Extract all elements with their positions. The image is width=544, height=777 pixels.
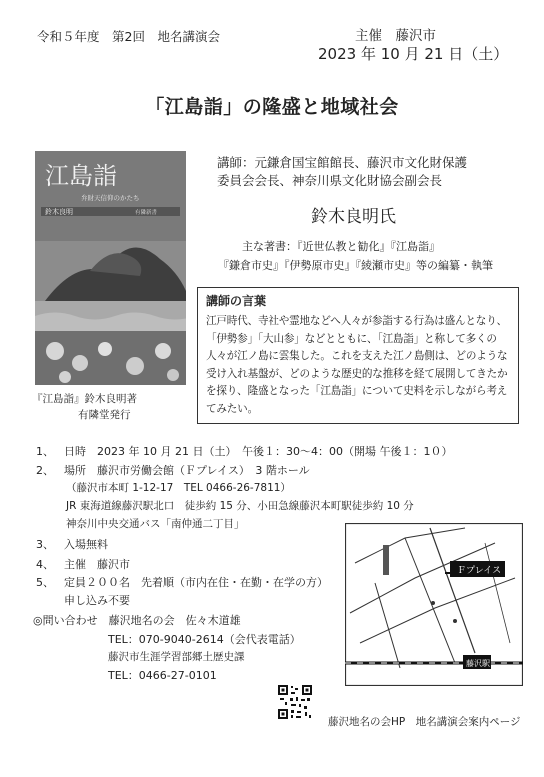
detail-organizer: 主催 藤沢市 [64, 558, 130, 571]
contact-tel-1: TEL：070-9040-2614（会代表電話） [108, 633, 301, 646]
speaker-title-line2: 委員会会長、神奈川県文化財協会副会長 [217, 173, 443, 188]
message-line: 受け入れ基盤が、どのような歴史的な推移を経て展開してきたか [206, 367, 508, 380]
contact-heading: ◎問い合わせ 藤沢地名の会 佐々木道雄 [33, 614, 241, 627]
detail-capacity: 定員２００名 先着順（市内在住・在勤・在学の方） [64, 576, 328, 589]
message-line: 江戸時代、寺社や霊地などへ人々が参詣する行為は盛んとなり、 [206, 315, 507, 327]
lecturer-message-heading: 講師の言葉 [206, 294, 267, 308]
page-title: 「江島詣」の隆盛と地域社会 [145, 96, 399, 118]
event-date-header: 2023 年 10 月 21 日（土） [318, 45, 509, 63]
speaker-works-line2: 『鎌倉市史』『伊勢原市史』『綾瀬市史』等の編纂・執筆 [218, 259, 493, 272]
cover-subtitle: 弁財天信仰のかたち [81, 194, 140, 202]
organizer-header: 主催 藤沢市 [355, 28, 436, 44]
cover-title: 江島詣 [45, 162, 117, 190]
detail-access-train: JR 東海道線藤沢駅北口 徒歩約 15 分、小田急線藤沢本町駅徒歩約 10 分 [66, 500, 414, 512]
detail-no-registration: 申し込み不要 [64, 594, 130, 607]
contact-tel-2: TEL：0466-27-0101 [108, 669, 217, 682]
detail-datetime: 日時 2023 年 10 月 21 日（土） 午後１：30～4：00（開場 午後１：1０） [64, 445, 453, 458]
map-station-label: 藤沢駅 [466, 659, 490, 668]
contact-office: 藤沢市生涯学習部郷土歴史課 [108, 651, 245, 663]
message-line: を探り、隆盛となった「江島詣」について史料を示しながら考え [206, 385, 508, 397]
cover-publisher: 有隣新書 [135, 210, 158, 216]
detail-number-4: 4、 [36, 558, 54, 571]
book-cover-image [35, 151, 186, 385]
detail-access-bus: 神奈川中央交通バス「南仲通二丁目」 [66, 518, 245, 530]
message-line: 人々が江ノ島に雲集した。これを支えた江ノ島側は、どのような [206, 350, 508, 362]
detail-admission: 入場無料 [64, 538, 108, 551]
speaker-works-line1: 主な著書：『近世仏教と勧化』『江島詣』 [242, 240, 440, 253]
detail-venue-address: （藤沢市本町 1-12-17 TEL 0466-26-7811） [66, 482, 291, 494]
detail-number-1: 1、 [36, 445, 54, 458]
book-caption-line2: 有隣堂発行 [78, 409, 131, 421]
book-caption-line1: 『江島詣』鈴木良明著 [32, 393, 137, 405]
detail-venue: 場所 藤沢市労働会館（Ｆプレイス） 3 階ホール [64, 464, 310, 477]
detail-number-2: 2、 [36, 464, 54, 477]
message-line: 「伊勢参」「大山参」などとともに、「江島詣」と称して多くの [206, 332, 497, 345]
detail-number-3: 3、 [36, 538, 54, 551]
speaker-name: 鈴木良明氏 [311, 207, 396, 227]
lecturer-message-box [197, 287, 519, 424]
cover-author: 鈴木良明 [45, 208, 73, 216]
event-year-label: 令和５年度 第2回 地名講演会 [37, 29, 220, 44]
venue-map [345, 523, 523, 686]
message-line: てみたい。 [206, 402, 258, 415]
detail-number-5: 5、 [36, 576, 54, 589]
speaker-title-line1: 講師：元鎌倉国宝館館長、藤沢市文化財保護 [217, 155, 468, 170]
map-place-label: Ｆプレイス [457, 566, 502, 576]
qr-code-image[interactable] [277, 684, 313, 720]
footer-links-label: 藤沢地名の会HP 地名講演会案内ページ [328, 716, 521, 728]
